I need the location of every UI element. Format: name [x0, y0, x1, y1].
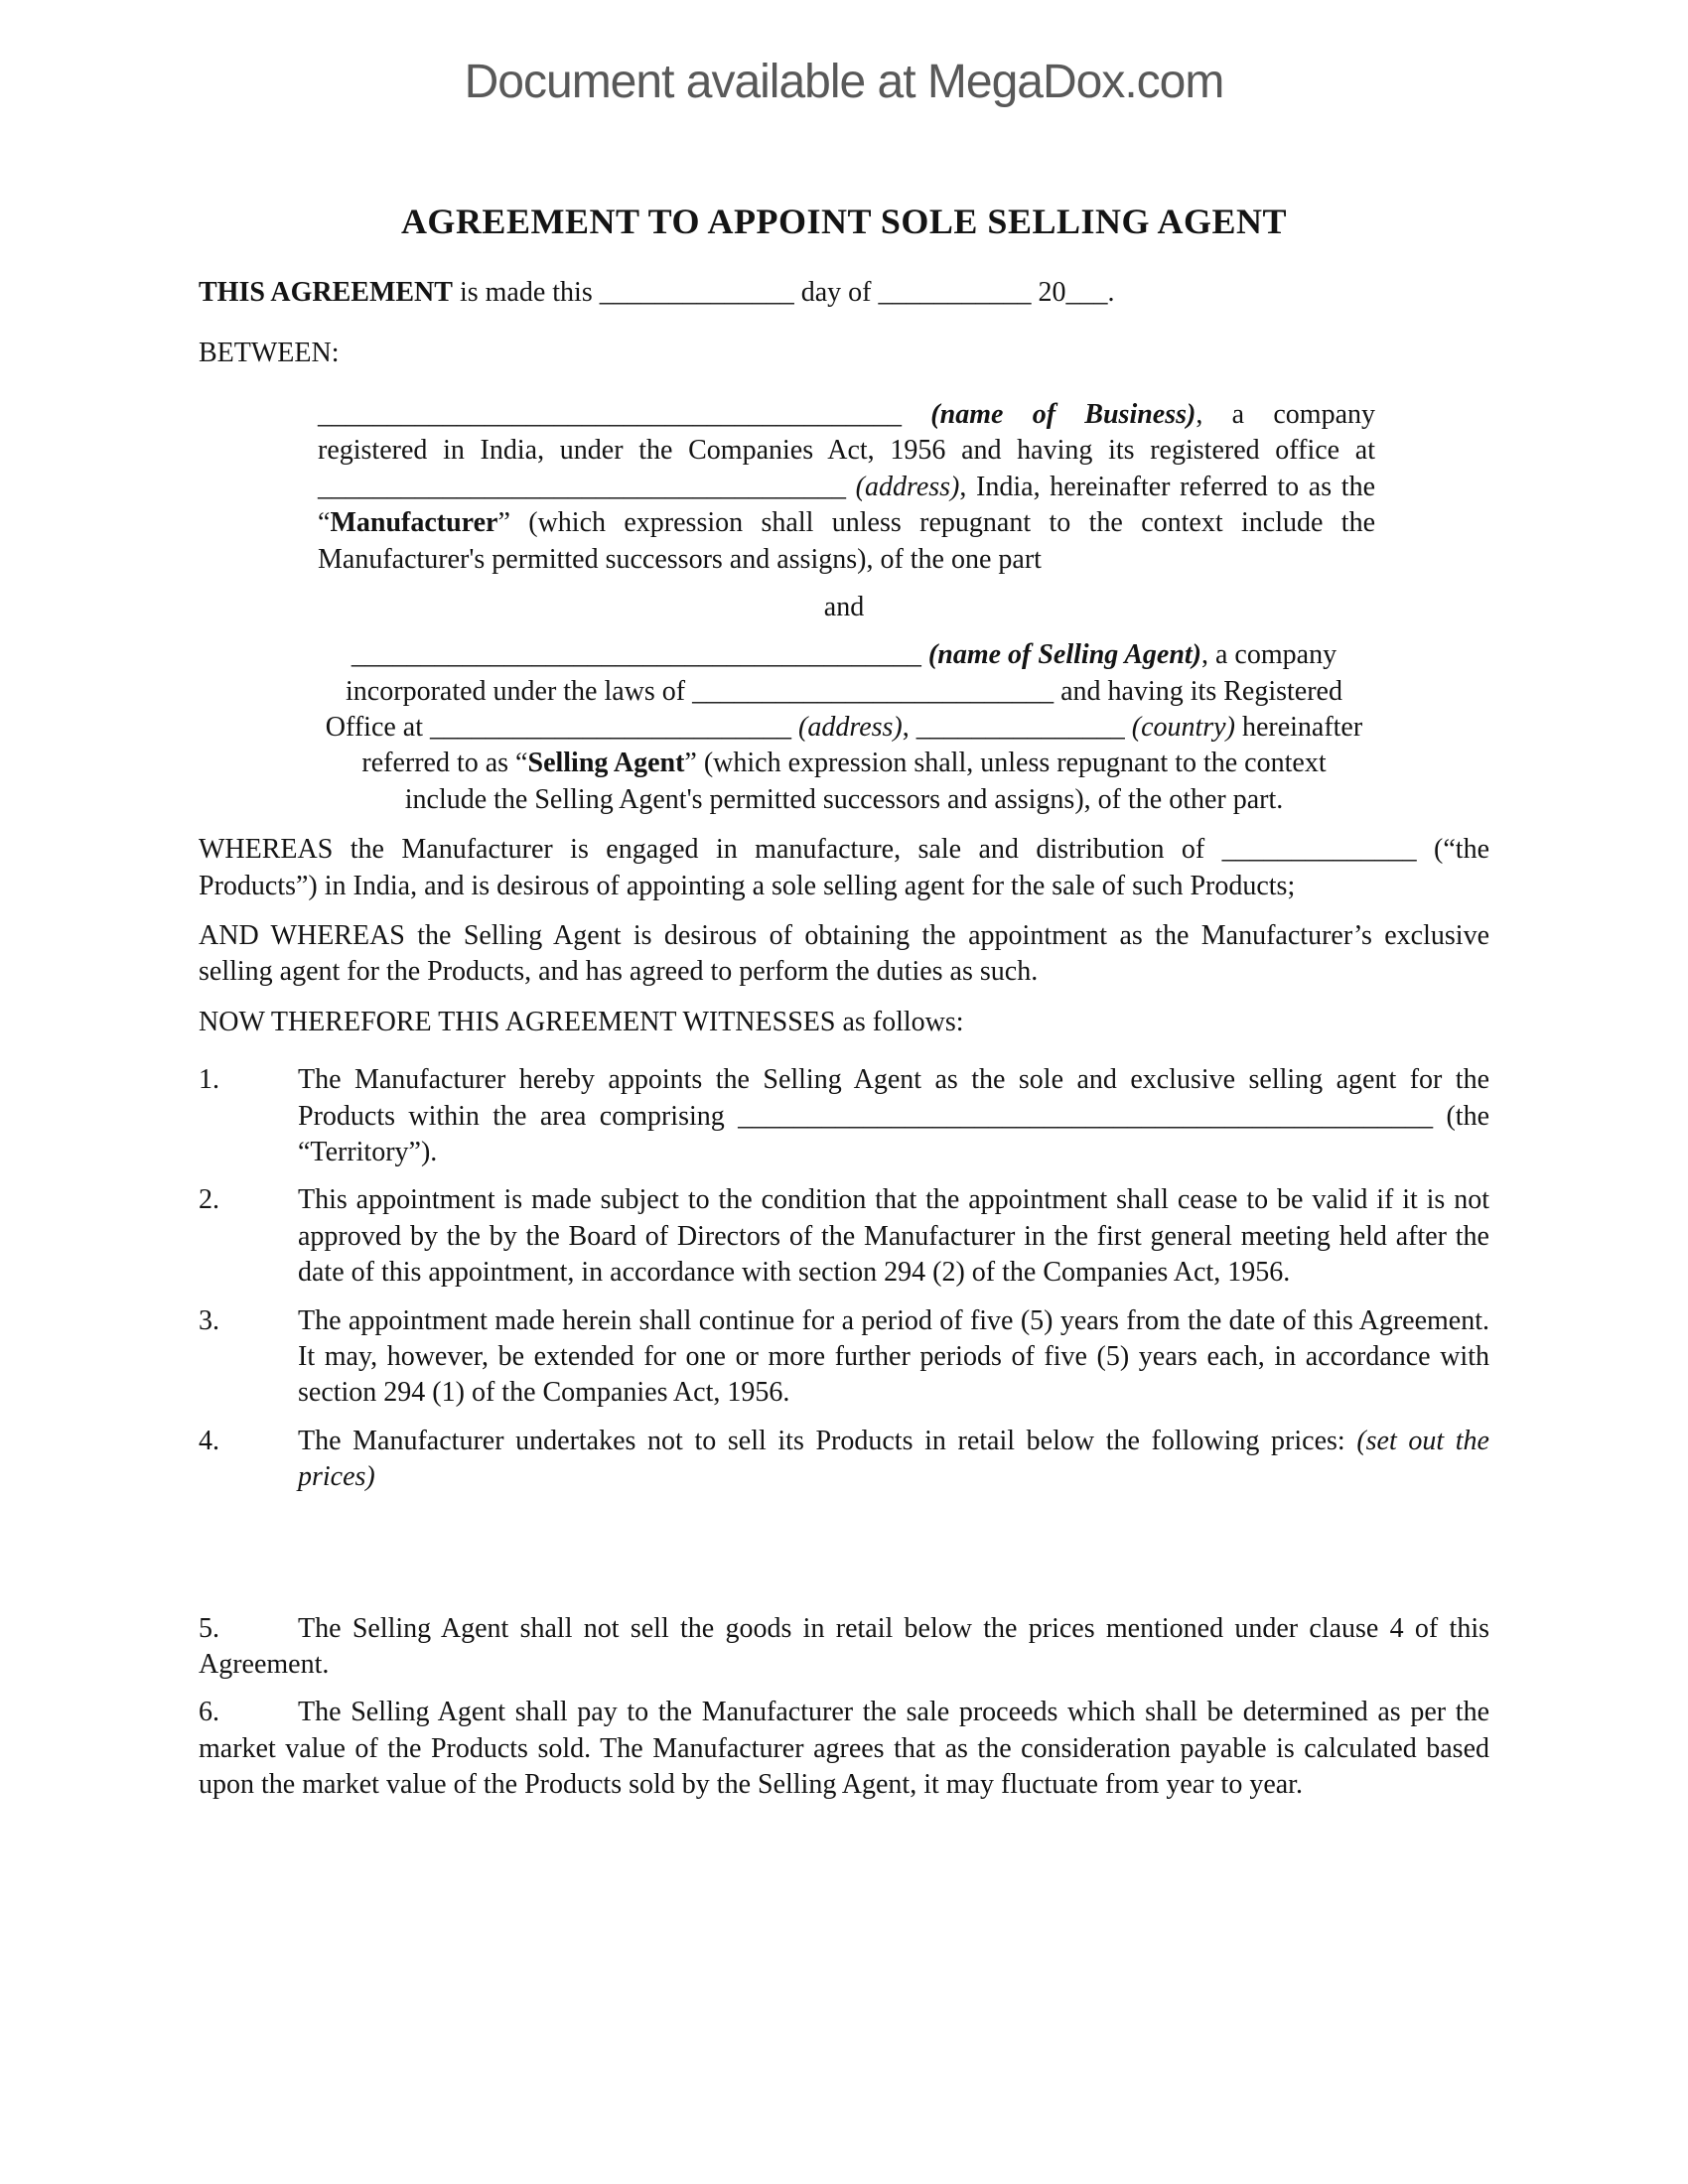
intro-paragraph: THIS AGREEMENT is made this ______________ day of ___________ 20___.: [199, 277, 1115, 309]
page-title: AGREEMENT TO APPOINT SOLE SELLING AGENT: [400, 202, 1288, 242]
clause-4-number: 4.: [199, 1425, 219, 1456]
clause-6-body: The Selling Agent shall pay to the Manufacturer the sale proceeds which shall be determined as per the market value of the Products sold. The Manufacturer agrees that as the consideration payable is calculated based upon the market value of the Products sold by the Selling Agent, it may fluctuate from year to year.: [199, 1697, 1489, 1801]
clause-2: [199, 1182, 1489, 1291]
clause-1: [199, 1062, 1489, 1170]
clause-1-number: 1.: [199, 1064, 219, 1096]
between-label: BETWEEN:: [199, 337, 340, 368]
recital-whereas: WHEREAS the Manufacturer is engaged in manufacture, sale and distribution of ______________ (“the Products”) in India, and is desirous of appointing a sole selling agent for the sale of such Products;: [199, 834, 1489, 901]
party-selling-agent-paragraph: _________________________________________ (name of Selling Agent), a company incorporated under the laws of __________________________ and having its Registered Office at __________________________ (address), _______________ (country) hereinafter referred to as “Selling Agent” (which expression shall, unless repugnant to the context include the Selling Agent's permitted successors and assigns), of the other part.: [325, 639, 1363, 815]
clause-3: [199, 1303, 1489, 1412]
party-manufacturer-paragraph: __________________________________________ (name of Business), a company registered in India, under the Companies Act, 1956 and having its registered office at ______________________________________ (address), India, hereinafter referred to as the “Manufacturer” (which expression shall unless repugnant to the context include the Manufacturer's permitted successors and assigns), of the one part: [318, 398, 1376, 575]
witnesseth-line: NOW THEREFORE THIS AGREEMENT WITNESSES as follows:: [199, 1006, 964, 1037]
clause-5-number: 5.: [199, 1612, 219, 1644]
clause-6-number: 6.: [199, 1697, 219, 1728]
clause-3-body: The appointment made herein shall continue for a period of five (5) years from the date of this Agreement. It may, however, be extended for one or more further periods of five (5) years each, in accordance with section 294 (1) of the Companies Act, 1956.: [298, 1304, 1489, 1409]
clause-2-number: 2.: [199, 1184, 219, 1216]
clause-4: [199, 1424, 1489, 1496]
and-separator: and: [823, 591, 865, 622]
clause-1-body: The Manufacturer hereby appoints the Selling Agent as the sole and exclusive selling agent for the Products within the area comprising __________________________________________________ (the “Territory”).: [298, 1064, 1489, 1167]
watermark-text: Document available at MegaDox.com: [464, 56, 1224, 108]
clause-5-body: The Selling Agent shall not sell the goods in retail below the prices mentioned under clause 4 of this Agreement.: [199, 1612, 1489, 1680]
clause-2-body: This appointment is made subject to the condition that the appointment shall cease to be valid if it is not approved by the by the Board of Directors of the Manufacturer in the first general meeting held after the date of this appointment, in accordance with section 294 (2) of the Companies Act, 1956.: [298, 1184, 1489, 1289]
clause-4-body: The Manufacturer undertakes not to sell its Products in retail below the following prices: (set out the prices): [298, 1425, 1489, 1493]
recital-and-whereas: AND WHEREAS the Selling Agent is desirous of obtaining the appointment as the Manufacturer’s exclusive selling agent for the Products, and has agreed to perform the duties as such.: [199, 920, 1489, 988]
clause-6: [199, 1695, 1489, 1803]
clause-5: [199, 1611, 1489, 1684]
clause-3-number: 3.: [199, 1304, 219, 1336]
